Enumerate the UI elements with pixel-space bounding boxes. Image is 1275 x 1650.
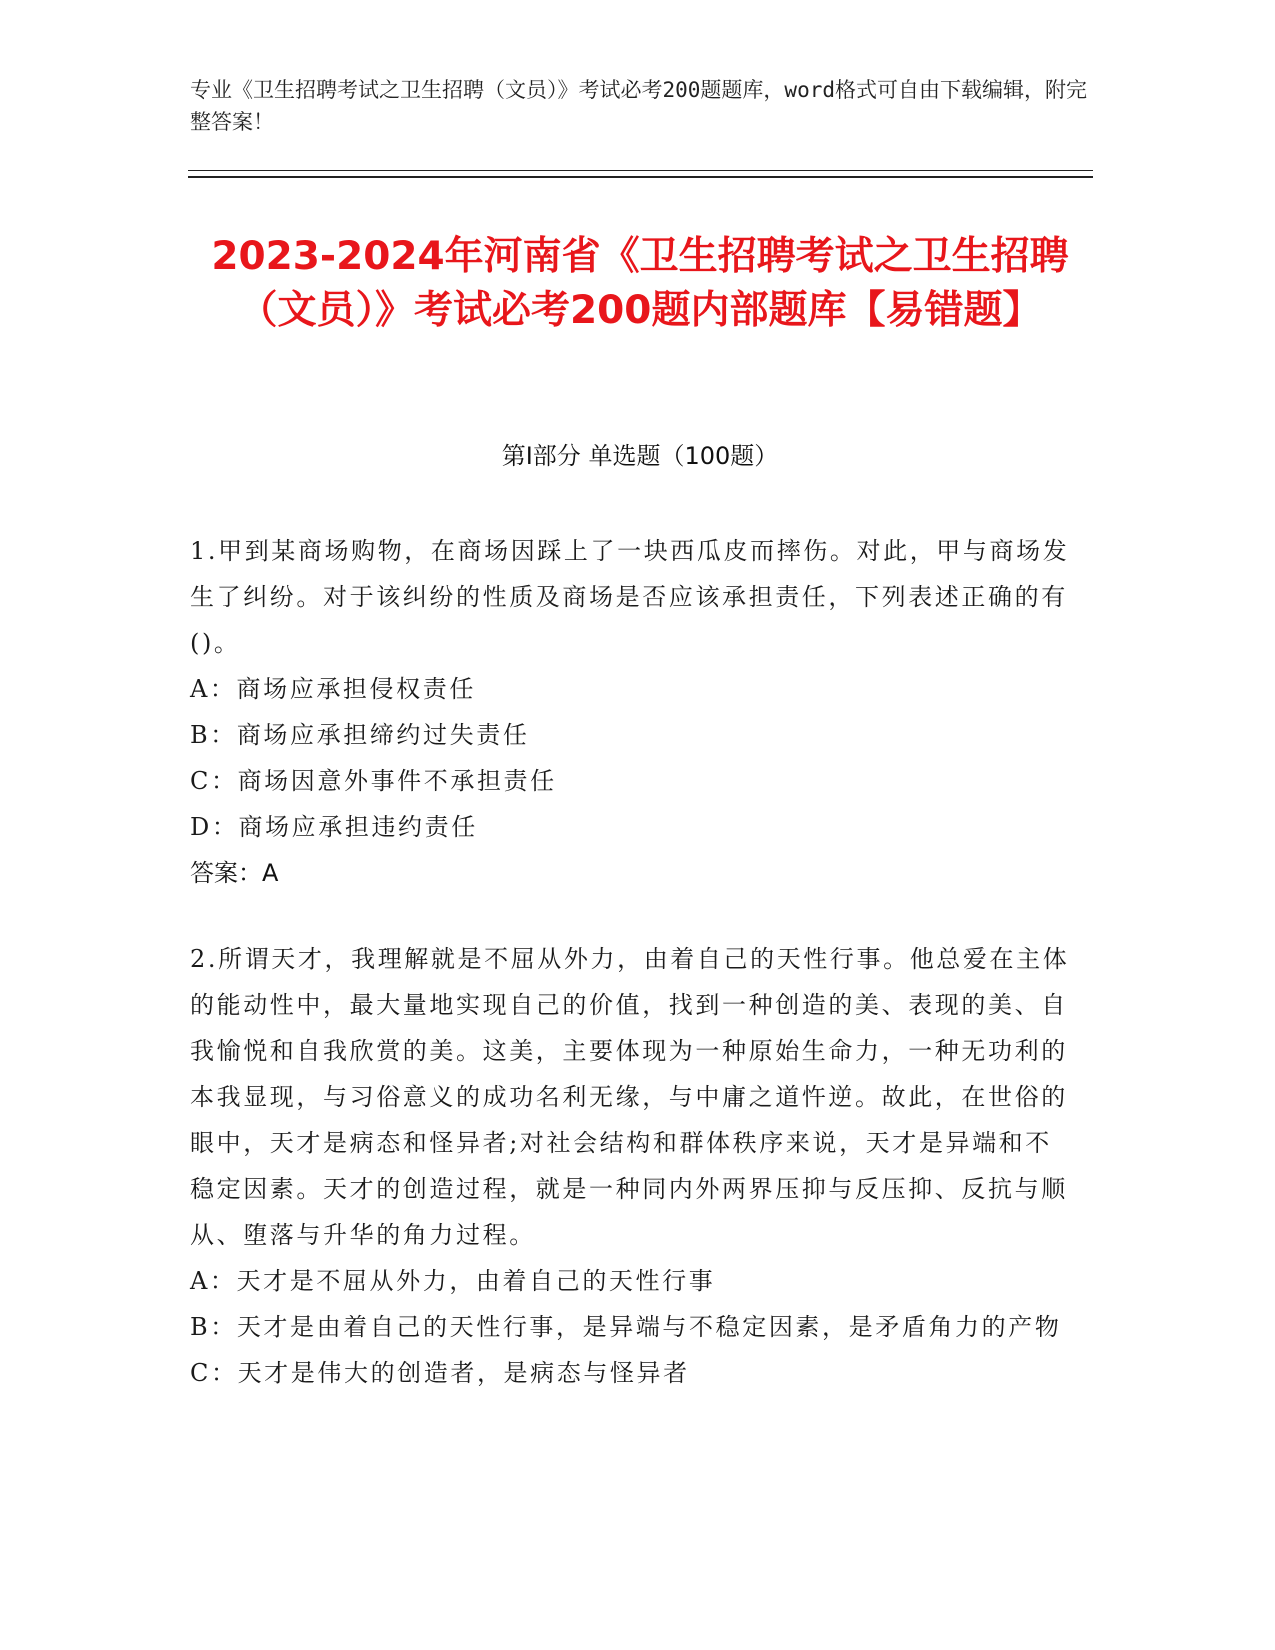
document-title: 2023-2024年河南省《卫生招聘考试之卫生招聘（文员）》考试必考200题内部题库【易错题】 (211, 234, 1069, 333)
option-b: B：天才是由着自己的天性行事，是异端与不稳定因素，是矛盾角力的产物 (190, 1313, 1062, 1341)
question-stem: 1.甲到某商场购物，在商场因踩上了一块西瓜皮而摔伤。对此，甲与商场发生了纠纷。对于该纠纷的性质及商场是否应该承担责任，下列表述正确的有()。 (190, 537, 1070, 657)
option-c: C：天才是伟大的创造者，是病态与怪异者 (190, 1359, 690, 1387)
question-list (190, 528, 1070, 1396)
section-title: 第Ⅰ部分 单选题（100题） (501, 442, 779, 470)
header-rule-thin (188, 170, 1093, 171)
option-b: B：商场应承担缔约过失责任 (190, 721, 530, 749)
header-rule-thick (188, 176, 1093, 178)
question-stem: 2.所谓天才，我理解就是不屈从外力，由着自己的天性行事。他总爱在主体的能动性中，最大量地实现自己的价值，找到一种创造的美、表现的美、自我愉悦和自我欣赏的美。这美，主要体现为一种原始生命力，一种无功利的本我显现，与习俗意义的成功名利无缘，与中庸之道忤逆。故此，在世俗的眼中，天才是病态和怪异者;对社会结构和群体秩序来说，天才是异端和不稳定因素。天才的创造过程，就是一种同内外两界压抑与反压抑、反抗与顺从、堕落与升华的角力过程。 (190, 945, 1070, 1249)
option-c: C：商场因意外事件不承担责任 (190, 767, 557, 795)
option-a: A：天才是不屈从外力，由着自己的天性行事 (190, 1267, 716, 1295)
question-2 (190, 936, 1070, 1396)
header-note: 专业《卫生招聘考试之卫生招聘（文员）》考试必考200题题库，word格式可自由下载编辑，附完整答案！ (190, 78, 1087, 134)
question-spacer (190, 896, 1070, 936)
option-d: D：商场应承担违约责任 (190, 813, 478, 841)
option-a: A：商场应承担侵权责任 (190, 675, 476, 703)
question-1 (190, 528, 1070, 896)
answer-text: 答案：A (190, 859, 279, 887)
